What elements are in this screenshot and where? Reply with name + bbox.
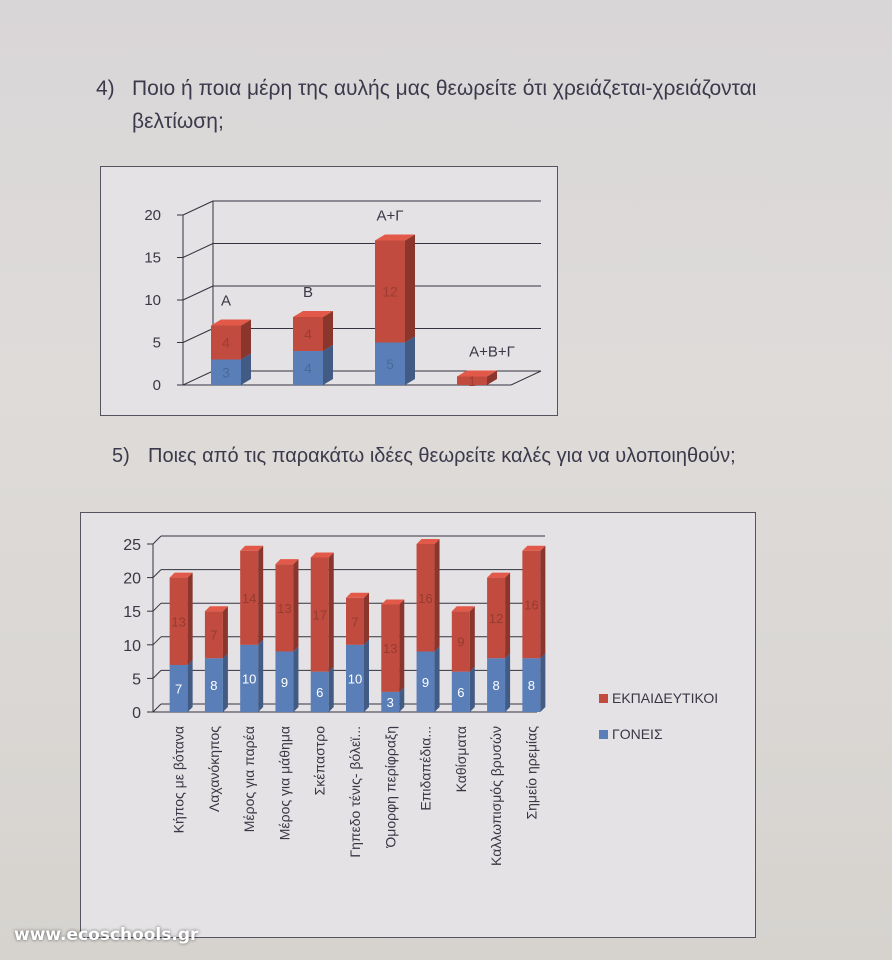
chart-q4-category-label: A+B+Γ: [469, 343, 515, 361]
chart-q5-data-label: 9: [421, 674, 430, 690]
chart-q5-category-label: Γηπεδο τένις- βόλεϊ...: [347, 726, 363, 858]
question-4-line2: βελτίωση;: [132, 110, 224, 133]
chart-q4-svg: [101, 167, 557, 415]
chart-q5-svg: [81, 513, 755, 937]
chart-q5-grid-diag: [153, 570, 161, 578]
chart-q4-grid-diag: [183, 244, 213, 258]
chart-q4-bar-red: [293, 311, 333, 351]
chart-q5-category-label: Καλλωπισμός βρυσών: [488, 726, 505, 866]
chart-q4-data-label: 3: [222, 364, 230, 381]
chart-q4-data-label: 4: [222, 334, 230, 351]
chart-q5-data-label: 7: [351, 614, 359, 630]
chart-q5-category-label: Καθίσματα: [452, 726, 469, 793]
chart-q5-category-label: Επιδαπέδια...: [417, 726, 434, 811]
chart-q5-ytick-label: 25: [123, 537, 141, 554]
chart-q5-data-label: 9: [280, 674, 289, 690]
chart-q5-category-label: Λαχανόκηπος: [205, 726, 222, 813]
chart-q5-data-label: 10: [347, 671, 363, 687]
chart-q5-data-label: 7: [210, 627, 218, 643]
chart-q4-ytick-label: 10: [144, 292, 161, 309]
chart-q5-category-label: Σκέπαστρο: [311, 726, 328, 796]
chart-q5-data-label: 13: [171, 614, 186, 630]
chart-q5-grid-diag: [153, 536, 161, 544]
chart-q5-data-label: 16: [524, 597, 539, 613]
chart-q5-ytick-label: 10: [123, 637, 141, 655]
chart-q4-bar-red: [457, 371, 497, 386]
chart-q5-category-label: Όμορφη περίφραξη: [382, 726, 399, 848]
chart-q5-grid-diag: [153, 637, 161, 645]
chart-q5-grid-diag: [153, 704, 161, 712]
chart-q5-legend-swatch: [599, 694, 608, 703]
chart-q4-data-label: 5: [386, 355, 394, 372]
chart-q5-ytick-label: 5: [132, 671, 141, 689]
chart-q5-legend-swatch: [599, 730, 608, 739]
chart-q4-ytick-label: 15: [144, 249, 161, 267]
chart-q4-category-label: B: [302, 284, 314, 301]
chart-q4-bar-red: [211, 320, 251, 360]
chart-q5-grid-diag: [153, 670, 161, 678]
chart-q5-data-label: 13: [383, 641, 398, 657]
chart-q5-ytick-label: 20: [123, 570, 141, 588]
chart-q5-legend-label: ΓΟΝΕΙΣ: [612, 726, 663, 742]
chart-q5-data-label: 10: [241, 671, 257, 687]
chart-q5-data-label: 16: [418, 590, 433, 606]
chart-q4-data-label: 4: [304, 326, 312, 342]
question-5-text: Ποιες από τις παρακάτω ιδέες θεωρείτε καλές για να υλοποιηθούν;: [148, 445, 736, 467]
chart-q5-data-label: 13: [277, 600, 292, 616]
chart-q5-data-label: 9: [457, 634, 465, 650]
question-4-title: [96, 72, 856, 138]
chart-q4-ytick-label: 20: [144, 207, 161, 224]
chart-q5-data-label: 14: [241, 590, 257, 606]
chart-q4-category-label: A+Γ: [376, 207, 404, 225]
chart-q5-legend-label: ΕΚΠΑΙΔΕΥΤΙΚΟΙ: [612, 690, 719, 706]
question-5-title: [112, 440, 832, 473]
chart-q5-data-label: 8: [492, 678, 500, 694]
chart-q4-grid-diag: [183, 329, 213, 343]
chart-q5-ytick-label: 15: [123, 604, 141, 622]
chart-q4-ytick-label: 0: [152, 377, 161, 394]
chart-q5-data-label: 3: [386, 694, 394, 710]
question-5-number: 5): [112, 445, 130, 467]
chart-q5-category-label: Κήπος με βότανα: [170, 726, 187, 834]
chart-q4-grid-diag: [183, 286, 213, 300]
chart-q5-category-label: Μέρος για μάθημα: [276, 726, 293, 841]
chart-q4-data-label: 1: [468, 372, 476, 389]
chart-q5-grid-diag: [153, 603, 161, 611]
chart-q4: [100, 166, 558, 416]
chart-q5-data-label: 12: [488, 610, 504, 626]
chart-q4-floor-edge: [511, 371, 541, 385]
chart-q4-ytick-label: 5: [152, 334, 161, 352]
chart-q4-data-label: 12: [382, 283, 398, 300]
chart-q4-data-label: 4: [304, 360, 312, 376]
chart-q4-grid-diag: [183, 371, 213, 385]
chart-q5-data-label: 6: [457, 684, 465, 700]
chart-q5-data-label: 17: [312, 607, 327, 623]
question-4-number: 4): [96, 77, 115, 100]
chart-q5-category-label: Μέρος για παρέα: [241, 726, 258, 833]
chart-q5: [80, 512, 756, 938]
chart-q4-grid-diag: [183, 201, 213, 215]
question-4-line1: Ποιο ή ποια μέρη της αυλής μας θεωρείτε ότι χρειάζεται-χρειάζονται: [132, 77, 757, 100]
chart-q5-data-label: 6: [316, 684, 324, 700]
chart-q5-ytick-label: 0: [132, 705, 141, 722]
chart-q4-bar-blue: [375, 337, 415, 386]
chart-q4-category-label: A: [220, 292, 232, 310]
watermark: www.ecoschools.gr: [14, 925, 199, 945]
chart-q5-data-label: 7: [175, 681, 183, 697]
chart-q5-data-label: 8: [210, 678, 218, 694]
chart-q5-category-label: Σημείο ηρεμίας: [523, 726, 540, 820]
chart-q5-data-label: 8: [527, 678, 535, 694]
